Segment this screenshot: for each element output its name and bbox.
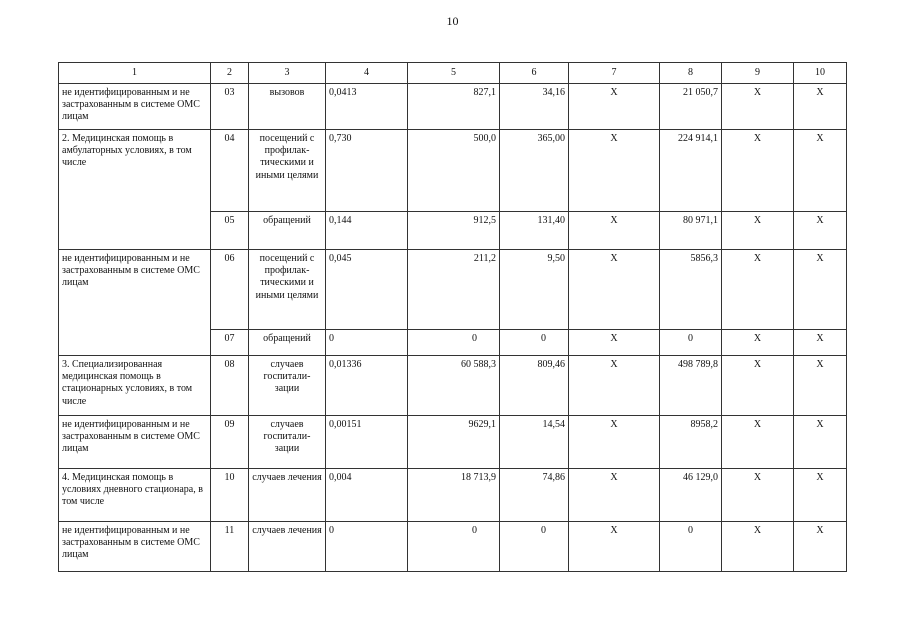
header-cell: 1 [59, 63, 211, 84]
unit-cell: случаев госпитали-зации [249, 356, 326, 416]
value-cell: X [569, 330, 660, 356]
value-cell: 34,16 [500, 84, 569, 130]
value-cell: X [794, 522, 847, 572]
header-cell: 2 [211, 63, 249, 84]
row-label-cell: не идентифицированным и не застрахованным в системе ОМС лицам [59, 522, 211, 572]
value-cell: X [722, 250, 794, 330]
value-cell: 60 588,3 [408, 356, 500, 416]
value-cell: X [569, 522, 660, 572]
row-label-cell: 4. Медицинская помощь в условиях дневного стационара, в том числе [59, 469, 211, 522]
unit-cell: случаев госпитали-зации [249, 416, 326, 469]
value-cell: 0,730 [326, 130, 408, 212]
value-cell: 21 050,7 [660, 84, 722, 130]
value-cell: 0 [326, 522, 408, 572]
value-cell: X [794, 469, 847, 522]
value-cell: 0 [408, 522, 500, 572]
value-cell: 9629,1 [408, 416, 500, 469]
unit-cell: обращений [249, 212, 326, 250]
row-label-cell: 3. Специализированная медицинская помощь в стационарных условиях, в том числе [59, 356, 211, 416]
value-cell: X [794, 416, 847, 469]
value-cell: 809,46 [500, 356, 569, 416]
value-cell: 0 [660, 330, 722, 356]
table-row [59, 130, 847, 212]
value-cell: X [722, 522, 794, 572]
unit-cell: вызовов [249, 84, 326, 130]
table-header-row [59, 63, 847, 84]
value-cell: X [569, 416, 660, 469]
value-cell: 131,40 [500, 212, 569, 250]
unit-cell: случаев лечения [249, 469, 326, 522]
value-cell: X [794, 84, 847, 130]
unit-cell: случаев лечения [249, 522, 326, 572]
table-row [59, 416, 847, 469]
value-cell: X [569, 130, 660, 212]
value-cell: X [722, 130, 794, 212]
value-cell: 0 [500, 522, 569, 572]
unit-cell: обращений [249, 330, 326, 356]
header-cell: 8 [660, 63, 722, 84]
value-cell: 18 713,9 [408, 469, 500, 522]
value-cell: X [794, 330, 847, 356]
header-cell: 4 [326, 63, 408, 84]
value-cell: X [569, 250, 660, 330]
row-code-cell: 09 [211, 416, 249, 469]
value-cell: 8958,2 [660, 416, 722, 469]
value-cell: X [722, 84, 794, 130]
table-row [59, 522, 847, 572]
value-cell: 0 [660, 522, 722, 572]
row-label-cell: не идентифицированным и не застрахованным в системе ОМС лицам [59, 250, 211, 356]
value-cell: 0,004 [326, 469, 408, 522]
table-row [59, 250, 847, 330]
value-cell: 46 129,0 [660, 469, 722, 522]
value-cell: 0 [326, 330, 408, 356]
row-code-cell: 04 [211, 130, 249, 212]
row-label-cell: 2. Медицинская помощь в амбулаторных условиях, в том числе [59, 130, 211, 250]
value-cell: 80 971,1 [660, 212, 722, 250]
value-cell: X [722, 416, 794, 469]
value-cell: 0,144 [326, 212, 408, 250]
value-cell: X [794, 250, 847, 330]
value-cell: 827,1 [408, 84, 500, 130]
value-cell: X [722, 330, 794, 356]
header-cell: 7 [569, 63, 660, 84]
value-cell: 9,50 [500, 250, 569, 330]
table-row [59, 84, 847, 130]
table-row [59, 469, 847, 522]
row-code-cell: 08 [211, 356, 249, 416]
value-cell: X [569, 356, 660, 416]
value-cell: X [569, 84, 660, 130]
value-cell: X [722, 469, 794, 522]
value-cell: 5856,3 [660, 250, 722, 330]
value-cell: 0,01336 [326, 356, 408, 416]
value-cell: 211,2 [408, 250, 500, 330]
value-cell: X [722, 212, 794, 250]
value-cell: 912,5 [408, 212, 500, 250]
row-code-cell: 05 [211, 212, 249, 250]
table-row [59, 356, 847, 416]
value-cell: 0 [500, 330, 569, 356]
row-code-cell: 10 [211, 469, 249, 522]
value-cell: X [794, 212, 847, 250]
header-cell: 10 [794, 63, 847, 84]
row-label-cell: не идентифицированным и не застрахованным в системе ОМС лицам [59, 416, 211, 469]
unit-cell: посещений с профилак-тическими и иными целями [249, 250, 326, 330]
value-cell: 498 789,8 [660, 356, 722, 416]
header-cell: 9 [722, 63, 794, 84]
row-code-cell: 11 [211, 522, 249, 572]
value-cell: X [794, 356, 847, 416]
header-cell: 5 [408, 63, 500, 84]
unit-cell: посещений с профилак-тическими и иными целями [249, 130, 326, 212]
data-table [58, 62, 847, 572]
row-code-cell: 06 [211, 250, 249, 330]
value-cell: X [794, 130, 847, 212]
value-cell: X [722, 356, 794, 416]
value-cell: 365,00 [500, 130, 569, 212]
value-cell: 74,86 [500, 469, 569, 522]
header-cell: 3 [249, 63, 326, 84]
value-cell: 0,0413 [326, 84, 408, 130]
value-cell: 0,00151 [326, 416, 408, 469]
value-cell: X [569, 212, 660, 250]
value-cell: 500,0 [408, 130, 500, 212]
value-cell: X [569, 469, 660, 522]
value-cell: 224 914,1 [660, 130, 722, 212]
value-cell: 0 [408, 330, 500, 356]
row-code-cell: 07 [211, 330, 249, 356]
value-cell: 14,54 [500, 416, 569, 469]
row-code-cell: 03 [211, 84, 249, 130]
row-label-cell: не идентифицированным и не застрахованным в системе ОМС лицам [59, 84, 211, 130]
value-cell: 0,045 [326, 250, 408, 330]
page-number: 10 [446, 14, 459, 28]
header-cell: 6 [500, 63, 569, 84]
